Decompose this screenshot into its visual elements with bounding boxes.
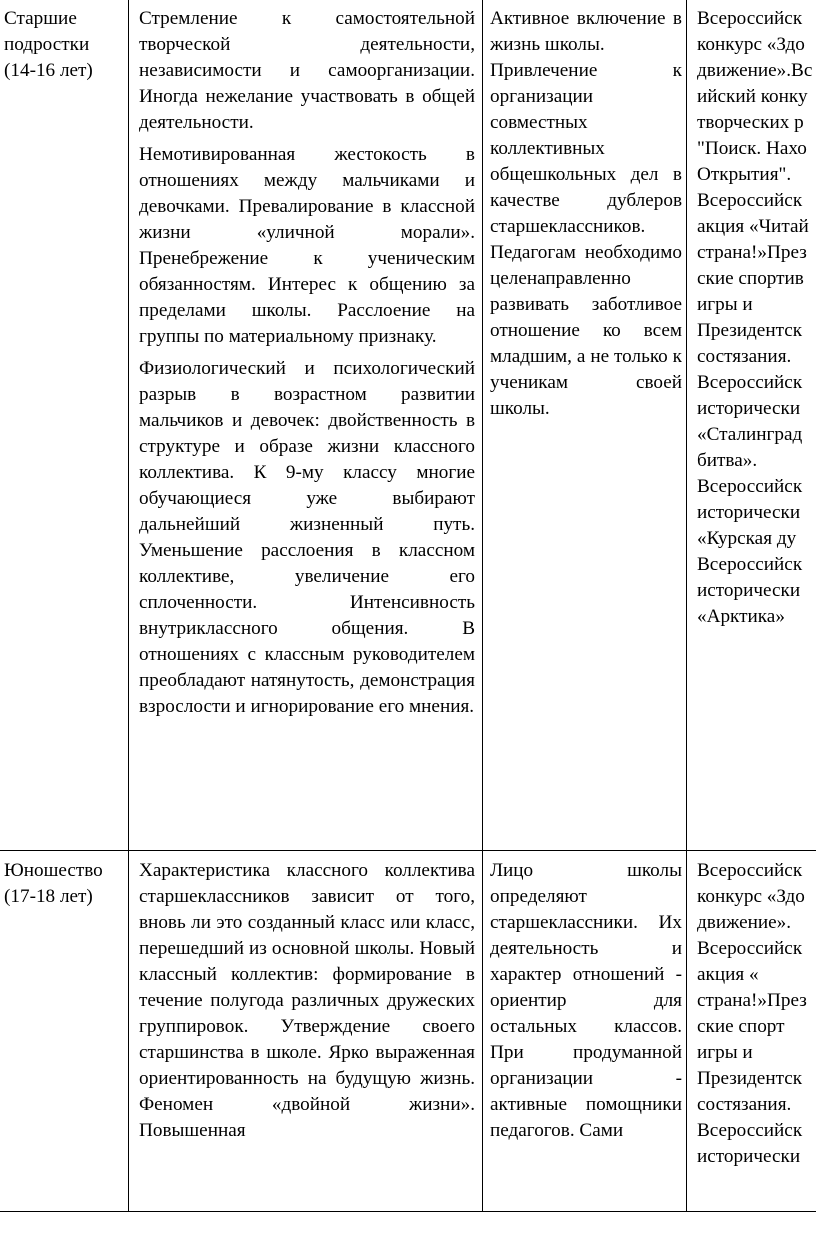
- events-line: ские спортив: [697, 268, 804, 289]
- events-line: страна!»През: [697, 242, 807, 263]
- characteristics-cell: [139, 858, 475, 1210]
- column-divider: [686, 0, 687, 1212]
- events-line: ские спорт: [697, 1016, 785, 1037]
- events-line: битва».: [697, 450, 758, 471]
- events-line: акция «Читай: [697, 216, 809, 237]
- column-divider: [128, 0, 129, 1212]
- characteristics-paragraph: Характеристика классного коллектива старшеклассников зависит от того, вновь ли это созданный класс или класс, перешедший из основной школы. Новый классный коллектив: формирование в течение полугода различных дружеских группировок. Утверждение своего старшинства в школе. Ярко выраженная ориентированность на будущую жизнь. Феномен «двойной жизни». Повышенная: [139, 860, 475, 1141]
- events-line: движение».: [697, 912, 792, 933]
- events-line: страна!»През: [697, 990, 807, 1011]
- age-group-line: Юношество: [4, 860, 103, 881]
- events-line: Всероссийск: [697, 938, 803, 959]
- events-line: Всероссийск: [697, 1120, 803, 1141]
- events-line: «Курская ду: [697, 528, 797, 549]
- row-divider: [0, 850, 816, 851]
- school-role-cell: [490, 858, 682, 1210]
- school-role-paragraph: Активное включение в жизнь школы.: [490, 8, 682, 55]
- row-divider: [0, 1211, 816, 1212]
- events-line: Всероссийск: [697, 554, 803, 575]
- events-line: исторически: [697, 502, 801, 523]
- age-group-line: (14-16 лет): [4, 60, 93, 81]
- age-group-cell: [4, 858, 126, 910]
- events-line: движение».Вс: [697, 60, 813, 81]
- characteristics-paragraph: Физиологический и психологический разрыв в возрастном развитии мальчиков и девочек: двойственность в структуре и образе жизни классного коллектива. К 9-му классу многие обучающиеся уже выбирают дальнейший жизненный путь. Уменьшение расслоения в классном коллективе, увеличение его сплоченности. Интенсивность внутриклассного общения. В отношениях с классным руководителем преобладают натянутость, демонстрация взрослости и игнорирование его мнения.: [139, 358, 475, 717]
- events-line: Всероссийск: [697, 860, 803, 881]
- events-line: исторически: [697, 580, 801, 601]
- events-line: акция «: [697, 964, 759, 985]
- events-line: «Сталинград: [697, 424, 803, 445]
- events-line: Открытия".: [697, 164, 792, 185]
- events-line: игры и: [697, 1042, 753, 1063]
- events-line: Президентск: [697, 320, 803, 341]
- characteristics-paragraph: Стремление к самостоятельной творческой деятельности, независимости и самоорганизации. Иногда нежелание участвовать в общей деятельности.: [139, 8, 475, 133]
- age-group-line: подростки: [4, 34, 90, 55]
- events-line: игры и: [697, 294, 753, 315]
- school-role-cell: [490, 6, 682, 422]
- events-line: творческих р: [697, 112, 804, 133]
- events-line: ийский конку: [697, 86, 808, 107]
- events-cell: [697, 858, 816, 1210]
- events-line: состязания.: [697, 346, 792, 367]
- school-role-paragraph: Педагогам необходимо целенаправленно развивать заботливое отношение ко всем младшим, а не только к ученикам своей школы.: [490, 242, 682, 419]
- age-group-line: Старшие: [4, 8, 77, 29]
- events-cell: [697, 6, 816, 630]
- events-line: Всероссийск: [697, 372, 803, 393]
- column-divider: [482, 0, 483, 1212]
- events-line: Всероссийск: [697, 476, 803, 497]
- events-line: исторически: [697, 1146, 801, 1167]
- events-line: «Арктика»: [697, 606, 785, 627]
- events-line: исторически: [697, 398, 801, 419]
- characteristics-cell: [139, 6, 475, 720]
- age-group-cell: [4, 6, 126, 84]
- events-line: конкурс «Здо: [697, 886, 805, 907]
- events-line: состязания.: [697, 1094, 792, 1115]
- school-role-paragraph: Лицо школы определяют старшеклассники. Их деятельность и характер отношений - ориентир для остальных классов. При продуманной организации - активные помощники педагогов. Сами: [490, 860, 682, 1141]
- events-line: Президентск: [697, 1068, 803, 1089]
- characteristics-paragraph: Немотивированная жестокость в отношениях между мальчиками и девочками. Превалирование в классной жизни «уличной морали». Пренебрежение к ученическим обязанностям. Интерес к общению за пределами школы. Расслоение на группы по материальному признаку.: [139, 144, 475, 347]
- age-group-line: (17-18 лет): [4, 886, 93, 907]
- events-line: Всероссийск: [697, 8, 803, 29]
- events-line: конкурс «Здо: [697, 34, 805, 55]
- events-line: "Поиск. Нахо: [697, 138, 807, 159]
- school-role-paragraph: Привлечение к организации совместных коллективных общешкольных дел в качестве дублеров старшеклассников.: [490, 60, 682, 237]
- events-line: Всероссийск: [697, 190, 803, 211]
